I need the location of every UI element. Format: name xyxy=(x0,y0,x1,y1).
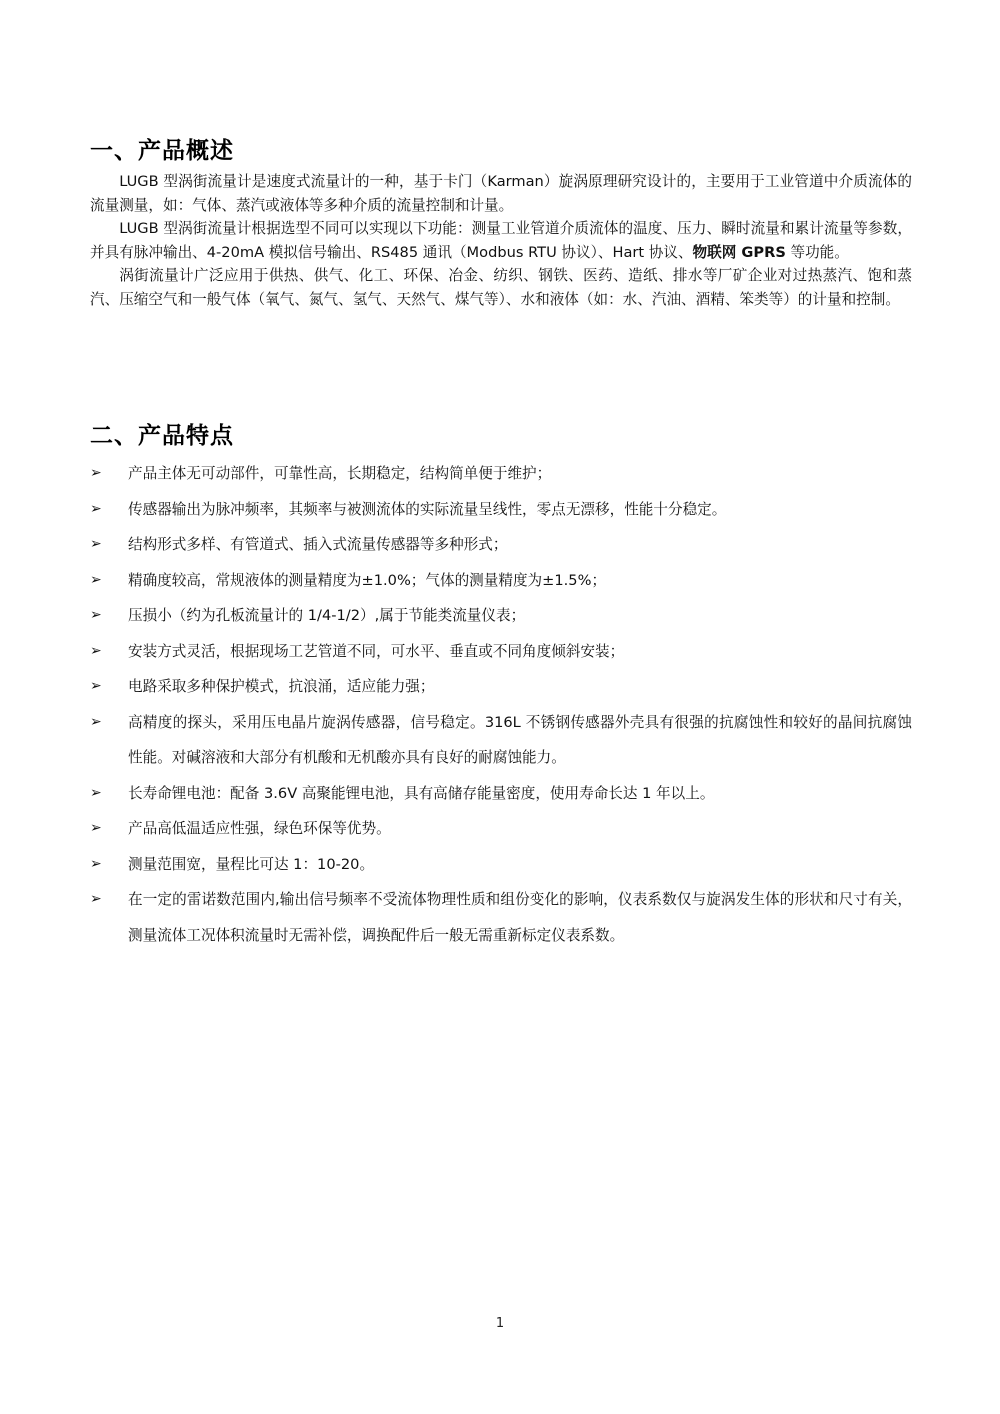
list-item xyxy=(90,811,912,847)
list-item xyxy=(90,492,912,528)
list-item-text: 产品主体无可动部件，可靠性高，长期稳定，结构简单便于维护； xyxy=(128,465,552,482)
list-item-text: 精确度较高，常规液体的测量精度为±1.0%；气体的测量精度为±1.5%； xyxy=(128,571,607,589)
overview-paragraph: LUGB 型涡街流量计是速度式流量计的一种，基于卡门（Karman）旋涡原理研究设计的，主要用于工业管道中介质流体的流量测量，如：气体、蒸汽或液体等多种介质的流量控制和计量。 xyxy=(90,173,912,214)
feature-list xyxy=(90,456,912,953)
list-item-text: 电路采取多种保护模式，抗浪涌，适应能力强； xyxy=(128,678,435,695)
overview-body xyxy=(90,170,912,311)
list-item xyxy=(90,563,912,599)
arrow-bullet-icon: ➢ xyxy=(90,607,102,623)
list-item-text: 结构形式多样、有管道式、插入式流量传感器等多种形式； xyxy=(128,536,508,553)
overview-paragraph-text: LUGB 型涡街流量计根据选型不同可以实现以下功能：测量工业管道介质流体的温度、压力、瞬时流量和累计流量等参数，并具有脉冲输出、4-20mA 模拟信号输出、RS485 通讯（Modbus RTU 协议）、Hart 协议、 xyxy=(90,220,912,261)
list-item xyxy=(90,634,912,670)
list-item-text: 安装方式灵活，根据现场工艺管道不同，可水平、垂直或不同角度倾斜安装； xyxy=(128,642,625,660)
list-item-text: 高精度的探头，采用压电晶片旋涡传感器，信号稳定。316L 不锈钢传感器外壳具有很强的抗腐蚀性和较好的晶间抗腐蚀性能。对碱溶液和大部分有机酸和无机酸亦具有良好的耐腐蚀能力。 xyxy=(128,713,912,766)
list-item xyxy=(90,776,912,812)
section-title-features: 二、产品特点 xyxy=(90,423,234,449)
arrow-bullet-icon: ➢ xyxy=(90,678,102,694)
list-item xyxy=(90,882,912,953)
list-item xyxy=(90,456,912,492)
arrow-bullet-icon: ➢ xyxy=(90,820,102,836)
list-item-text: 在一定的雷诺数范围内,输出信号频率不受流体物理性质和组份变化的影响，仪表系数仅与旋涡发生体的形状和尺寸有关，测量流体工况体积流量时无需补偿，调换配件后一般无需重新标定仪表系数。 xyxy=(128,891,912,944)
page-number: 1 xyxy=(495,1316,505,1331)
list-item xyxy=(90,705,912,776)
section-title-overview: 一、产品概述 xyxy=(90,138,234,164)
overview-paragraph-functions xyxy=(90,217,912,264)
arrow-bullet-icon: ➢ xyxy=(90,855,102,872)
list-item-text: 压损小（约为孔板流量计的 1/4-1/2）,属于节能类流量仪表； xyxy=(128,607,526,624)
overview-paragraph-tail: 等功能。 xyxy=(785,243,849,261)
arrow-bullet-icon: ➢ xyxy=(90,500,102,517)
list-item xyxy=(90,847,912,883)
arrow-bullet-icon: ➢ xyxy=(90,784,102,801)
list-item xyxy=(90,669,912,705)
arrow-bullet-icon: ➢ xyxy=(90,571,102,588)
overview-paragraph: 涡街流量计广泛应用于供热、供气、化工、环保、冶金、纺织、钢铁、医药、造纸、排水等厂矿企业对过热蒸汽、饱和蒸汽、压缩空气和一般气体（氧气、氮气、氢气、天然气、煤气等）、水和液体（如：水、汽油、酒精、笨类等）的计量和控制。 xyxy=(90,267,912,308)
arrow-bullet-icon: ➢ xyxy=(90,465,102,481)
arrow-bullet-icon: ➢ xyxy=(90,536,102,552)
list-item xyxy=(90,527,912,563)
list-item-text: 长寿命锂电池：配备 3.6V 高聚能锂电池，具有高储存能量密度，使用寿命长达 1 年以上。 xyxy=(128,784,715,802)
list-item-text: 产品高低温适应性强，绿色环保等优势。 xyxy=(128,820,391,837)
arrow-bullet-icon: ➢ xyxy=(90,891,102,907)
arrow-bullet-icon: ➢ xyxy=(90,713,102,730)
list-item xyxy=(90,598,912,634)
list-item-text: 传感器输出为脉冲频率，其频率与被测流体的实际流量呈线性，零点无漂移，性能十分稳定。 xyxy=(128,500,727,518)
arrow-bullet-icon: ➢ xyxy=(90,642,102,659)
overview-bold-text: 物联网 GPRS xyxy=(692,243,786,261)
list-item-text: 测量范围宽，量程比可达 1：10-20。 xyxy=(128,855,375,873)
